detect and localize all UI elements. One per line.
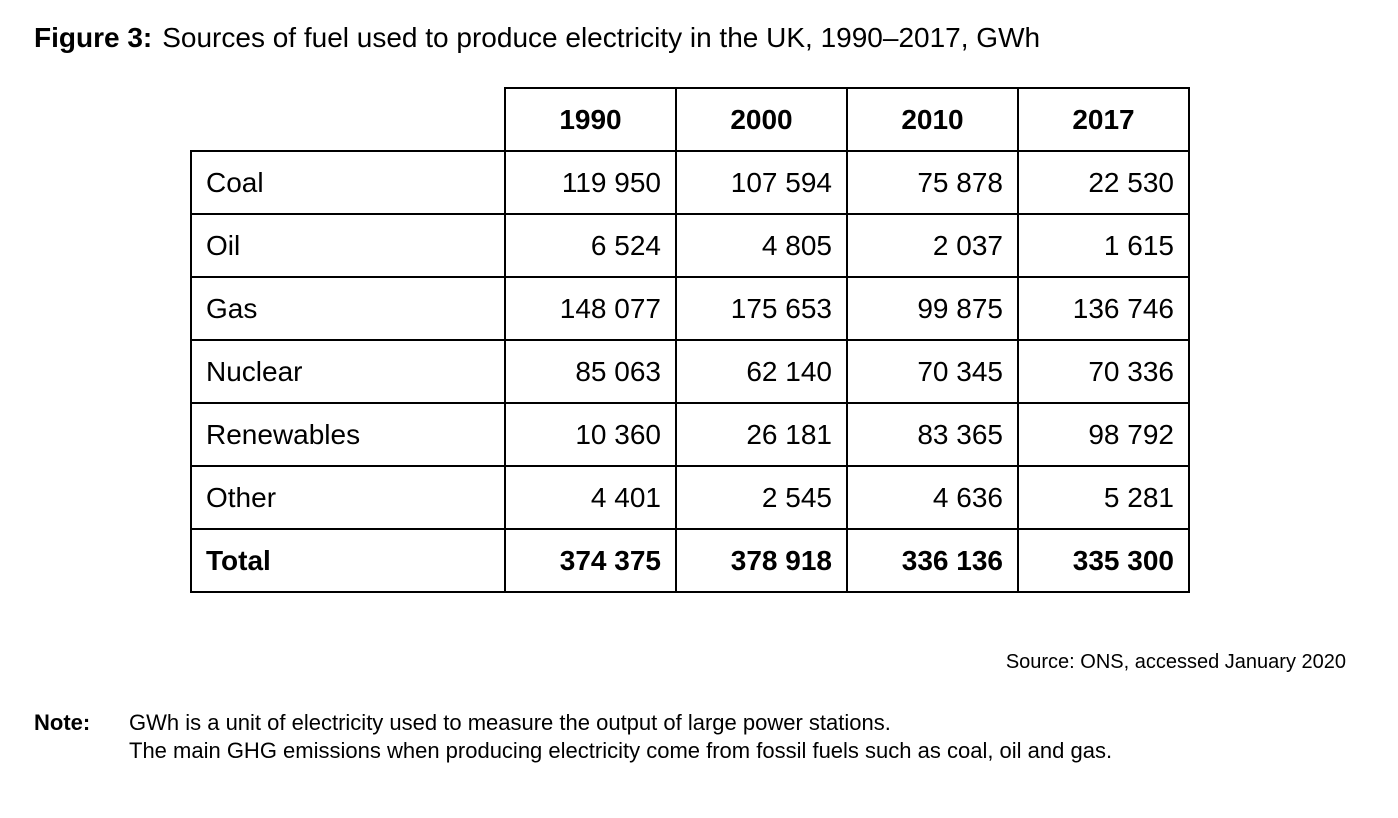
table-cell: 75 878: [847, 151, 1018, 214]
total-cell: 378 918: [676, 529, 847, 592]
row-label: Nuclear: [191, 340, 505, 403]
table-row: [191, 214, 1189, 277]
table-corner-cell: [191, 88, 505, 151]
figure-label: Figure 3:: [34, 22, 153, 53]
table-cell: 85 063: [505, 340, 676, 403]
fuel-sources-table: [190, 87, 1190, 593]
note-label: Note:: [34, 710, 91, 735]
table-row: [191, 403, 1189, 466]
row-label: Gas: [191, 277, 505, 340]
table-cell: 98 792: [1018, 403, 1189, 466]
row-label: Oil: [191, 214, 505, 277]
table-cell: 2 037: [847, 214, 1018, 277]
table-row: [191, 151, 1189, 214]
table-cell: 83 365: [847, 403, 1018, 466]
table-cell: 148 077: [505, 277, 676, 340]
table-row: [191, 277, 1189, 340]
table-header-row: [191, 88, 1189, 151]
total-label: Total: [191, 529, 505, 592]
column-header: 2000: [676, 88, 847, 151]
table-cell: 1 615: [1018, 214, 1189, 277]
table-cell: 62 140: [676, 340, 847, 403]
table-cell: 22 530: [1018, 151, 1189, 214]
table-cell: 4 401: [505, 466, 676, 529]
row-label: Coal: [191, 151, 505, 214]
total-cell: 374 375: [505, 529, 676, 592]
table-cell: 99 875: [847, 277, 1018, 340]
table-row: [191, 466, 1189, 529]
table-cell: 175 653: [676, 277, 847, 340]
table-cell: 119 950: [505, 151, 676, 214]
column-header: 2017: [1018, 88, 1189, 151]
table-cell: 5 281: [1018, 466, 1189, 529]
table-cell: 6 524: [505, 214, 676, 277]
note-line: GWh is a unit of electricity used to measure the output of large power stations.: [129, 710, 891, 735]
row-label: Renewables: [191, 403, 505, 466]
table-cell: 107 594: [676, 151, 847, 214]
total-row: [191, 529, 1189, 592]
column-header: 2010: [847, 88, 1018, 151]
table-row: [191, 340, 1189, 403]
table-cell: 70 336: [1018, 340, 1189, 403]
total-cell: 335 300: [1018, 529, 1189, 592]
note-text: [129, 709, 1112, 765]
table-cell: 136 746: [1018, 277, 1189, 340]
column-header: 1990: [505, 88, 676, 151]
table-cell: 4 805: [676, 214, 847, 277]
total-cell: 336 136: [847, 529, 1018, 592]
table-cell: 70 345: [847, 340, 1018, 403]
note-line: The main GHG emissions when producing electricity come from fossil fuels such as coal, oil and gas.: [129, 738, 1113, 763]
source-citation: Source: ONS, accessed January 2020: [1005, 651, 1346, 673]
table-cell: 4 636: [847, 466, 1018, 529]
figure-caption: Sources of fuel used to produce electricity in the UK, 1990–2017, GWh: [162, 22, 1041, 53]
table-cell: 2 545: [676, 466, 847, 529]
row-label: Other: [191, 466, 505, 529]
table-cell: 10 360: [505, 403, 676, 466]
table-cell: 26 181: [676, 403, 847, 466]
figure-title: [34, 20, 1040, 56]
